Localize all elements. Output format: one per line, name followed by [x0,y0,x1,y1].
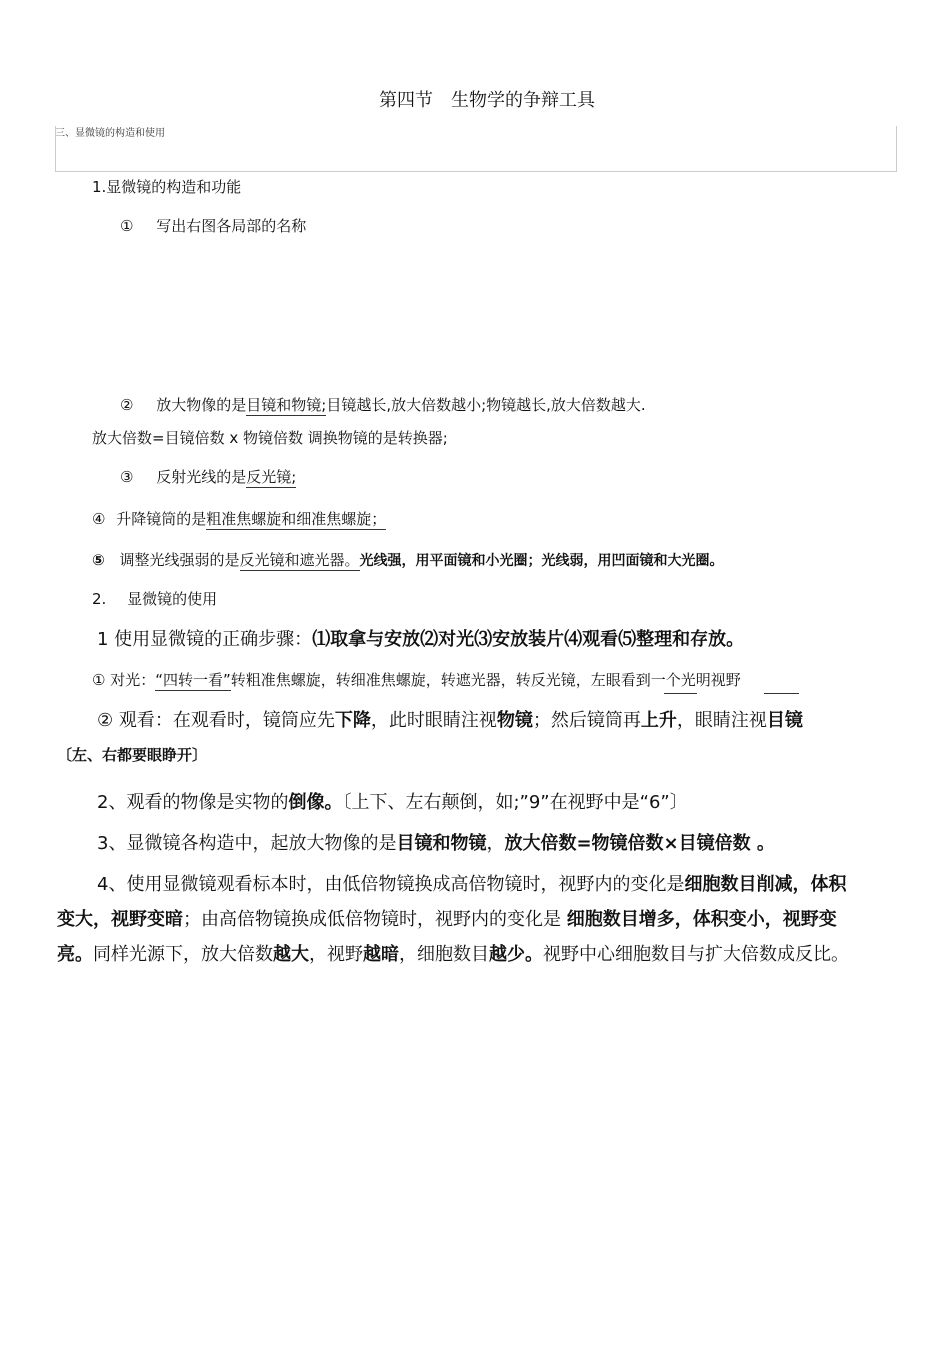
bold-text: 目镜 [766,710,803,731]
text-run: 目镜越长,放大倍数越小;物镜越长,放大倍数越大. [326,396,646,414]
text-run: ，细胞数目 [399,944,489,965]
bold-text: 细胞数目削减，体积 [684,874,847,895]
text-run: 调整光线强弱的是 [119,551,240,569]
bold-text: 下降 [334,710,371,731]
item-number: ④ [92,510,106,528]
paragraph-3 [97,829,775,855]
s1-item-1 [120,215,306,236]
underline-mark [764,693,799,694]
bold-text: 放大倍数=物镜倍数×目镜倍数 。 [504,833,775,854]
item-text [119,551,723,569]
text-run: 反射光线的是 [156,468,247,486]
bold-text: ⑴取拿与安放⑵对光⑶安放装片⑷观看⑸整理和存放。 [312,629,745,650]
bold-text: 上升 [640,710,677,731]
item-text [116,510,386,528]
text-run: ② 观看：在观看时，镜筒应先 [97,710,335,731]
underlined-answer: 反光镜; [246,468,297,486]
bold-text: 倒像。 [288,792,343,813]
underlined-answer: 粗准焦螺旋和细准焦螺旋； [206,510,387,528]
text-run: ① 对光： [92,671,156,689]
item-text [156,468,296,486]
bold-text: 光线强，用平面镜和小光圈；光线弱，用凹面镜和大光圈。 [359,553,724,569]
underlined-answer: 反光镜和遮光器。 [239,551,360,569]
s1-item-2-line2: 放大倍数=目镜倍数 x 物镜倍数 调换物镜的是转换器; [92,429,448,447]
heading-number: 2. [92,590,107,608]
bold-text: 细胞数目增多，体积变小，视野变 [566,909,837,930]
paragraph-4-line-1 [97,870,846,896]
item-number: ⑤ [92,551,105,569]
item-text: 写出右图各局部的名称 [156,217,307,235]
section-frame [55,126,897,172]
text-run: 转粗准焦螺旋，转细准焦螺旋，转遮光器，转反光镜，左眼看到一个光明视野 [230,671,741,689]
observe-note: 〔左、右都要眼睁开〕 [57,746,208,764]
text-run: 2、观看的物像是实物的 [97,792,289,813]
page-title: 第四节 生物学的争辩工具 [379,90,595,111]
observe-line [97,706,803,732]
item-number: ② [120,396,134,414]
text-run: 1 使用显微镜的正确步骤： [97,629,313,650]
paragraph-4-line-2 [57,905,837,931]
text-run: ；由高倍物镜换成低倍物镜时，视野内的变化是 [183,909,567,930]
s1-item-5 [92,549,724,570]
text-run: 同样光源下，放大倍数 [93,944,273,965]
bold-text: 越大 [273,944,309,965]
text-run: ， [486,833,505,854]
paragraph-4-line-3 [57,940,849,966]
paragraph-2 [97,788,688,814]
bold-text: 越少。 [489,944,543,965]
underlined-answer: “四转一看” [155,671,231,689]
text-run: 〔上下、左右颠倒，如;”9”在视野中是“6”〕 [342,792,688,813]
text-run: 视野中心细胞数目与扩大倍数成反比。 [543,944,849,965]
item-number: ③ [120,468,134,486]
s1-item-2 [120,394,646,415]
text-run: 4、使用显微镜观看标本时，由低倍物镜换成高倍物镜时，视野内的变化是 [97,874,685,895]
section-heading: 三、显微镜的构造和使用 [55,128,165,139]
bold-text: 目镜和物镜 [396,833,487,854]
text-run: ；然后镜筒再 [532,710,641,731]
s1-item-4 [92,508,386,529]
text-run: 3、显微镜各构造中，起放大物像的是 [97,833,397,854]
light-adjust-line [92,669,741,690]
underline-mark [664,693,697,694]
text-run: ，此时眼睛注视 [370,710,497,731]
underlined-answer: 目镜和物镜; [246,396,327,414]
heading-text: 显微镜的使用 [127,590,218,608]
text-run: ，眼睛注视 [676,710,767,731]
text-run: ，视野 [309,944,363,965]
bold-text: 亮。 [57,944,93,965]
item-number: ① [120,217,134,235]
text-run: 放大物像的是 [156,396,247,414]
s1-item-3 [120,466,296,487]
bold-text: 越暗 [363,944,399,965]
text-run: 升降镜筒的是 [116,510,207,528]
usage-steps [97,625,744,651]
bold-text: 物镜 [496,710,533,731]
item-text [156,396,645,414]
s1-heading: 1.显微镜的构造和功能 [92,178,242,196]
bold-text: 变大，视野变暗 [57,909,183,930]
s2-heading [92,588,217,609]
